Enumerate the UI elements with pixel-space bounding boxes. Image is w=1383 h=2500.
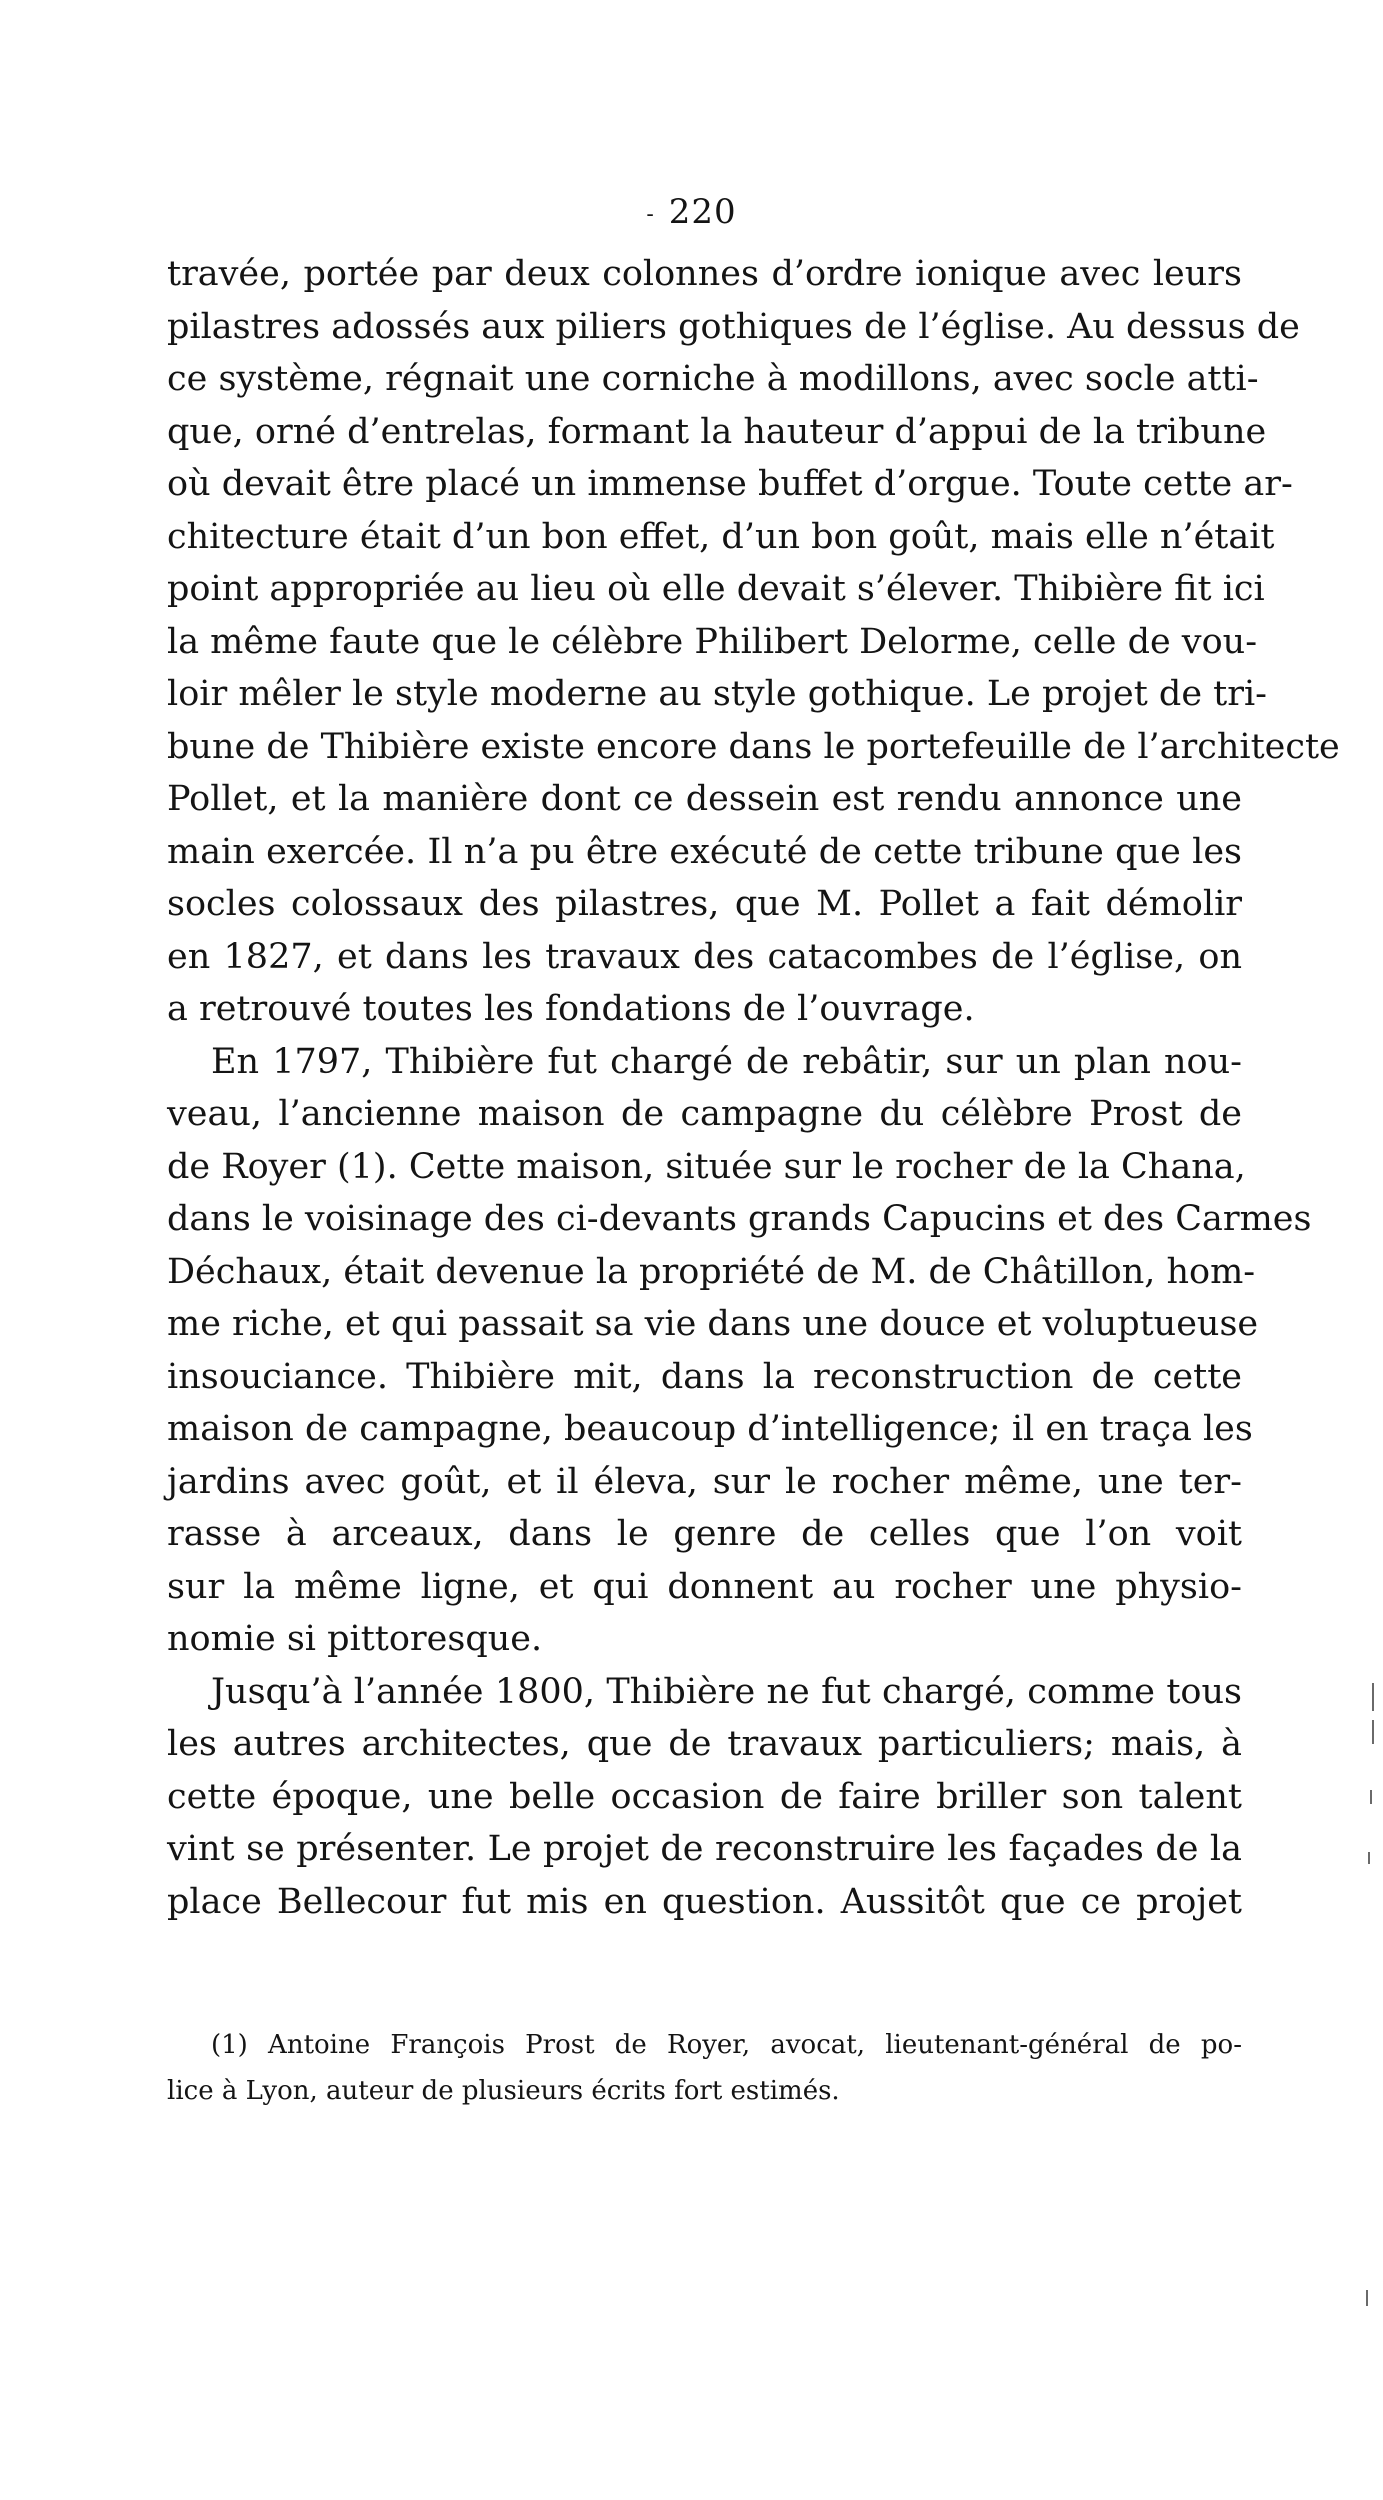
paragraph-2 — [167, 1036, 1312, 1666]
text-line: chitecture était d’un bon effet, d’un bon goût, mais elle n’était — [167, 516, 1275, 557]
text-line: cette époque, une belle occasion de faire briller son talent — [167, 1776, 1242, 1817]
footnote-line: lice à Lyon, auteur de plusieurs écrits fort estimés. — [167, 2076, 840, 2106]
text-line: ce système, régnait une corniche à modillons, avec socle atti- — [167, 359, 1259, 399]
text-line: de Royer (1). Cette maison, située sur le rocher de la Chana, — [167, 1146, 1246, 1187]
page-number: 220 — [668, 192, 737, 232]
footnote-line: (1) Antoine François Prost de Royer, avocat, lieutenant-général de po- — [211, 2030, 1242, 2060]
text-line: travée, portée par deux colonnes d’ordre ionique avec leurs — [167, 254, 1242, 294]
text-line: veau, l’ancienne maison de campagne du célèbre Prost de — [167, 1094, 1242, 1134]
text-line: en 1827, et dans les travaux des catacombes de l’église, on — [167, 936, 1242, 977]
text-line: nomie si pittoresque. — [167, 1619, 543, 1659]
text-line: me riche, et qui passait sa vie dans une douce et voluptueuse — [167, 1304, 1259, 1344]
body-text — [167, 248, 1340, 1928]
text-line: que, orné d’entrelas, formant la hauteur d’appui de la tribune — [167, 411, 1267, 452]
text-line: main exercée. Il n’a pu être exécuté de cette tribune que les — [167, 831, 1242, 872]
text-line: jardins avec goût, et il éleva, sur le rocher même, une ter- — [167, 1461, 1242, 1502]
text-line: la même faute que le célèbre Philibert Delorme, celle de vou- — [167, 621, 1258, 662]
text-line: Déchaux, était devenue la propriété de M. de Châtillon, hom- — [167, 1251, 1256, 1292]
scan-artifact — [1370, 1790, 1372, 1804]
scan-artifact — [1368, 1852, 1370, 1864]
text-line: sur la même ligne, et qui donnent au rocher une physio- — [167, 1566, 1242, 1607]
text-line: insouciance. Thibière mit, dans la reconstruction de cette — [167, 1356, 1242, 1397]
text-line: les autres architectes, que de travaux particuliers; mais, à — [167, 1724, 1242, 1764]
text-line: loir mêler le style moderne au style gothique. Le projet de tri- — [167, 674, 1267, 714]
scan-artifact — [1366, 2290, 1368, 2306]
text-line: pilastres adossés aux piliers gothiques de l’église. Au dessus de — [167, 306, 1300, 347]
text-line: point appropriée au lieu où elle devait s’élever. Thibière fit ici — [167, 569, 1265, 609]
page-number-header — [0, 192, 1383, 232]
scan-artifact — [1372, 1683, 1374, 1711]
paragraph-3 — [167, 1666, 1242, 1929]
text-line: socles colossaux des pilastres, que M. Pollet a fait démolir — [167, 884, 1242, 924]
text-line: place Bellecour fut mis en question. Aussitôt que ce projet — [167, 1881, 1242, 1922]
text-line: bune de Thibière existe encore dans le portefeuille de l’architecte — [167, 726, 1340, 767]
text-line: En 1797, Thibière fut chargé de rebâtir, sur un plan nou- — [211, 1041, 1242, 1082]
text-line: Jusqu’à l’année 1800, Thibière ne fut chargé, comme tous — [211, 1671, 1242, 1712]
text-line: où devait être placé un immense buffet d’orgue. Toute cette ar- — [167, 464, 1293, 504]
text-line: rasse à arceaux, dans le genre de celles que l’on voit — [167, 1514, 1242, 1554]
text-line: Pollet, et la manière dont ce dessein est rendu annonce une — [167, 779, 1242, 819]
footnote — [167, 2022, 1242, 2114]
scan-artifact — [1372, 1720, 1374, 1744]
page-number-mark: - — [646, 201, 655, 227]
paragraph-1 — [167, 248, 1340, 1036]
text-line: vint se présenter. Le projet de reconstruire les façades de la — [167, 1829, 1242, 1869]
text-line: dans le voisinage des ci-devants grands Capucins et des Carmes — [167, 1199, 1312, 1239]
text-line: maison de campagne, beaucoup d’intelligence; il en traça les — [167, 1409, 1253, 1449]
text-line: a retrouvé toutes les fondations de l’ouvrage. — [167, 989, 975, 1029]
